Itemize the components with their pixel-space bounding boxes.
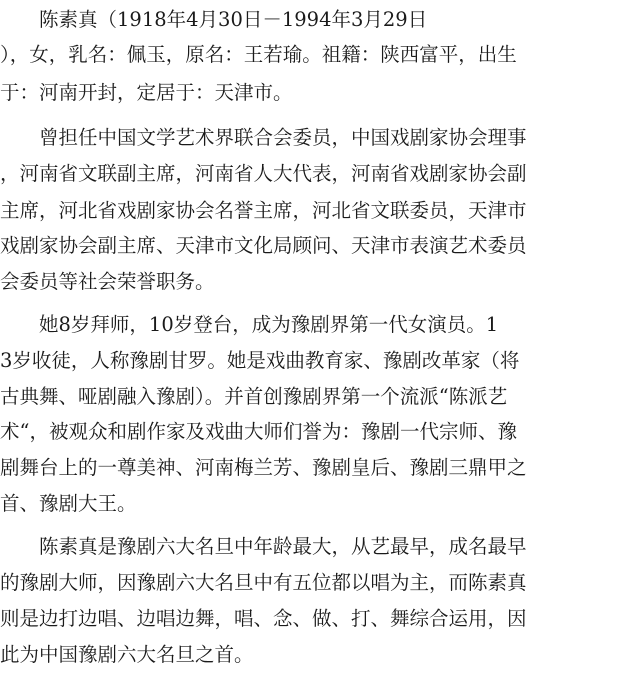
- text-line: 3岁收徒，人称豫剧甘罗。她是戏曲教育家、豫剧改革家（将: [0, 349, 520, 372]
- text-line: 术“，被观众和剧作家及戏曲大师们誉为：豫剧一代宗师、豫: [0, 420, 517, 443]
- text-line: ，河南省文联副主席，河南省人大代表，河南省戏剧家协会副: [0, 162, 527, 185]
- text-line: 曾担任中国文学艺术界联合会委员，中国戏剧家协会理事: [0, 126, 527, 149]
- text-line: 首、豫剧大王。: [0, 492, 137, 515]
- text-line: 于：河南开封，定居于：天津市。: [0, 81, 293, 104]
- text-line: 戏剧家协会副主席、天津市文化局顾问、天津市表演艺术委员: [0, 234, 527, 257]
- text-line: 剧舞台上的一尊美神、河南梅兰芳、豫剧皇后、豫剧三鼎甲之: [0, 456, 527, 479]
- text-line: 主席，河北省戏剧家协会名誉主席，河北省文联委员，天津市: [0, 199, 527, 222]
- text-line: 会委员等社会荣誉职务。: [0, 270, 215, 293]
- text-line: 则是边打边唱、边唱边舞，唱、念、做、打、舞综合运用，因: [0, 607, 527, 630]
- text-line: 她8岁拜师，10岁登台，成为豫剧界第一代女演员。1: [0, 313, 499, 336]
- text-line: 陈素真是豫剧六大名旦中年龄最大，从艺最早，成名最早: [0, 535, 527, 558]
- text-line: ），女，乳名：佩玉，原名：王若瑜。祖籍：陕西富平，出生: [0, 43, 517, 66]
- text-line: 古典舞、哑剧融入豫剧）。并首创豫剧界第一个流派“陈派艺: [0, 385, 508, 408]
- text-line: 的豫剧大师，因豫剧六大名旦中有五位都以唱为主，而陈素真: [0, 571, 527, 594]
- text-line: 此为中国豫剧六大名旦之首。: [0, 643, 254, 666]
- text-line: 陈素真（1918年4月30日－1994年3月29日: [0, 8, 428, 31]
